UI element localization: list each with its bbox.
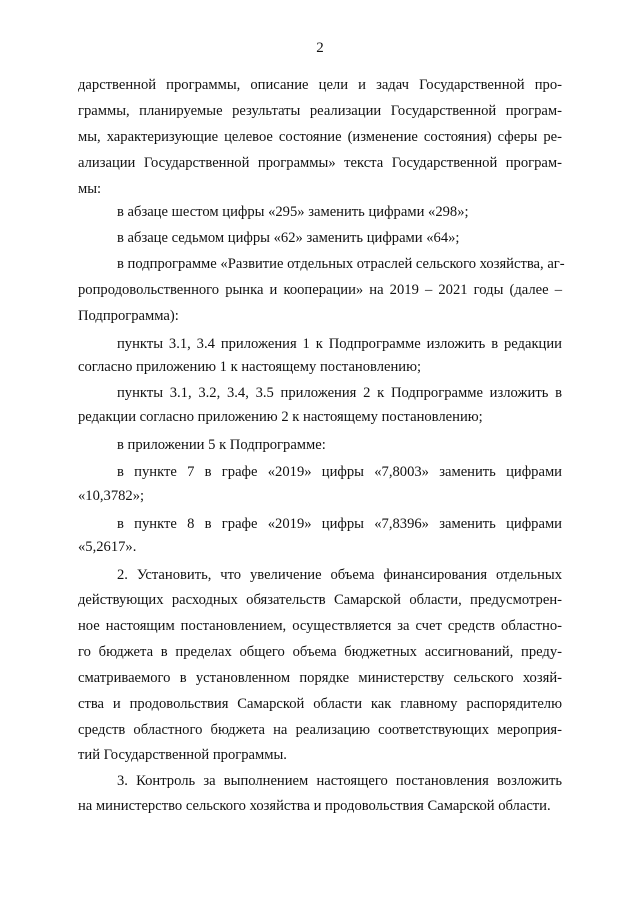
text-line: редакции согласно приложению 2 к настоящему постановлению; bbox=[78, 409, 483, 425]
text-line: сматриваемого в установленном порядке министерству сельского хозяй- bbox=[78, 670, 562, 686]
text-line: ное настоящим постановлением, осуществляется за счет средств областно- bbox=[78, 618, 562, 634]
text-line: средств областного бюджета на реализацию соответствующих мероприя- bbox=[78, 722, 562, 738]
text-line: в пункте 8 в графе «2019» цифры «7,8396» заменить цифрами bbox=[117, 516, 562, 532]
text-line: мы: bbox=[78, 181, 102, 197]
text-line: ства и продовольствия Самарской области как главному распорядителю bbox=[78, 696, 562, 712]
page-number: 2 bbox=[316, 40, 324, 56]
text-line: ализации Государственной программы» текста Государственной програм- bbox=[78, 155, 562, 171]
text-line: пункты 3.1, 3.2, 3.4, 3.5 приложения 2 к Подпрограмме изложить в bbox=[117, 385, 562, 401]
text-line: в подпрограмме «Развитие отдельных отраслей сельского хозяйства, аг- bbox=[117, 256, 565, 272]
text-line: в пункте 7 в графе «2019» цифры «7,8003» заменить цифрами bbox=[117, 464, 562, 480]
text-line: «10,3782»; bbox=[78, 488, 145, 504]
text-line: 3. Контроль за выполнением настоящего постановления возложить bbox=[117, 773, 562, 789]
text-line: го бюджета в пределах общего объема бюджетных ассигнований, преду- bbox=[78, 644, 562, 660]
text-line: на министерство сельского хозяйства и продовольствия Самарской области. bbox=[78, 798, 551, 814]
text-line: 2. Установить, что увеличение объема финансирования отдельных bbox=[117, 567, 562, 583]
text-line: согласно приложению 1 к настоящему постановлению; bbox=[78, 359, 422, 375]
text-line: пункты 3.1, 3.4 приложения 1 к Подпрограмме изложить в редакции bbox=[117, 336, 562, 352]
text-line: тий Государственной программы. bbox=[78, 747, 287, 763]
text-line: дарственной программы, описание цели и задач Государственной про- bbox=[78, 77, 562, 93]
text-line: ропродовольственного рынка и кооперации» на 2019 – 2021 годы (далее – bbox=[78, 282, 562, 298]
text-line: Подпрограмма): bbox=[78, 308, 179, 324]
text-line: в абзаце седьмом цифры «62» заменить цифрами «64»; bbox=[117, 230, 460, 246]
text-line: действующих расходных обязательств Самарской области, предусмотрен- bbox=[78, 592, 562, 608]
text-line: граммы, планируемые результаты реализации Государственной програм- bbox=[78, 103, 562, 119]
text-line: в приложении 5 к Подпрограмме: bbox=[117, 437, 326, 453]
text-line: «5,2617». bbox=[78, 539, 137, 555]
text-line: в абзаце шестом цифры «295» заменить цифрами «298»; bbox=[117, 204, 469, 220]
text-line: мы, характеризующие целевое состояние (изменение состояния) сферы ре- bbox=[78, 129, 562, 145]
